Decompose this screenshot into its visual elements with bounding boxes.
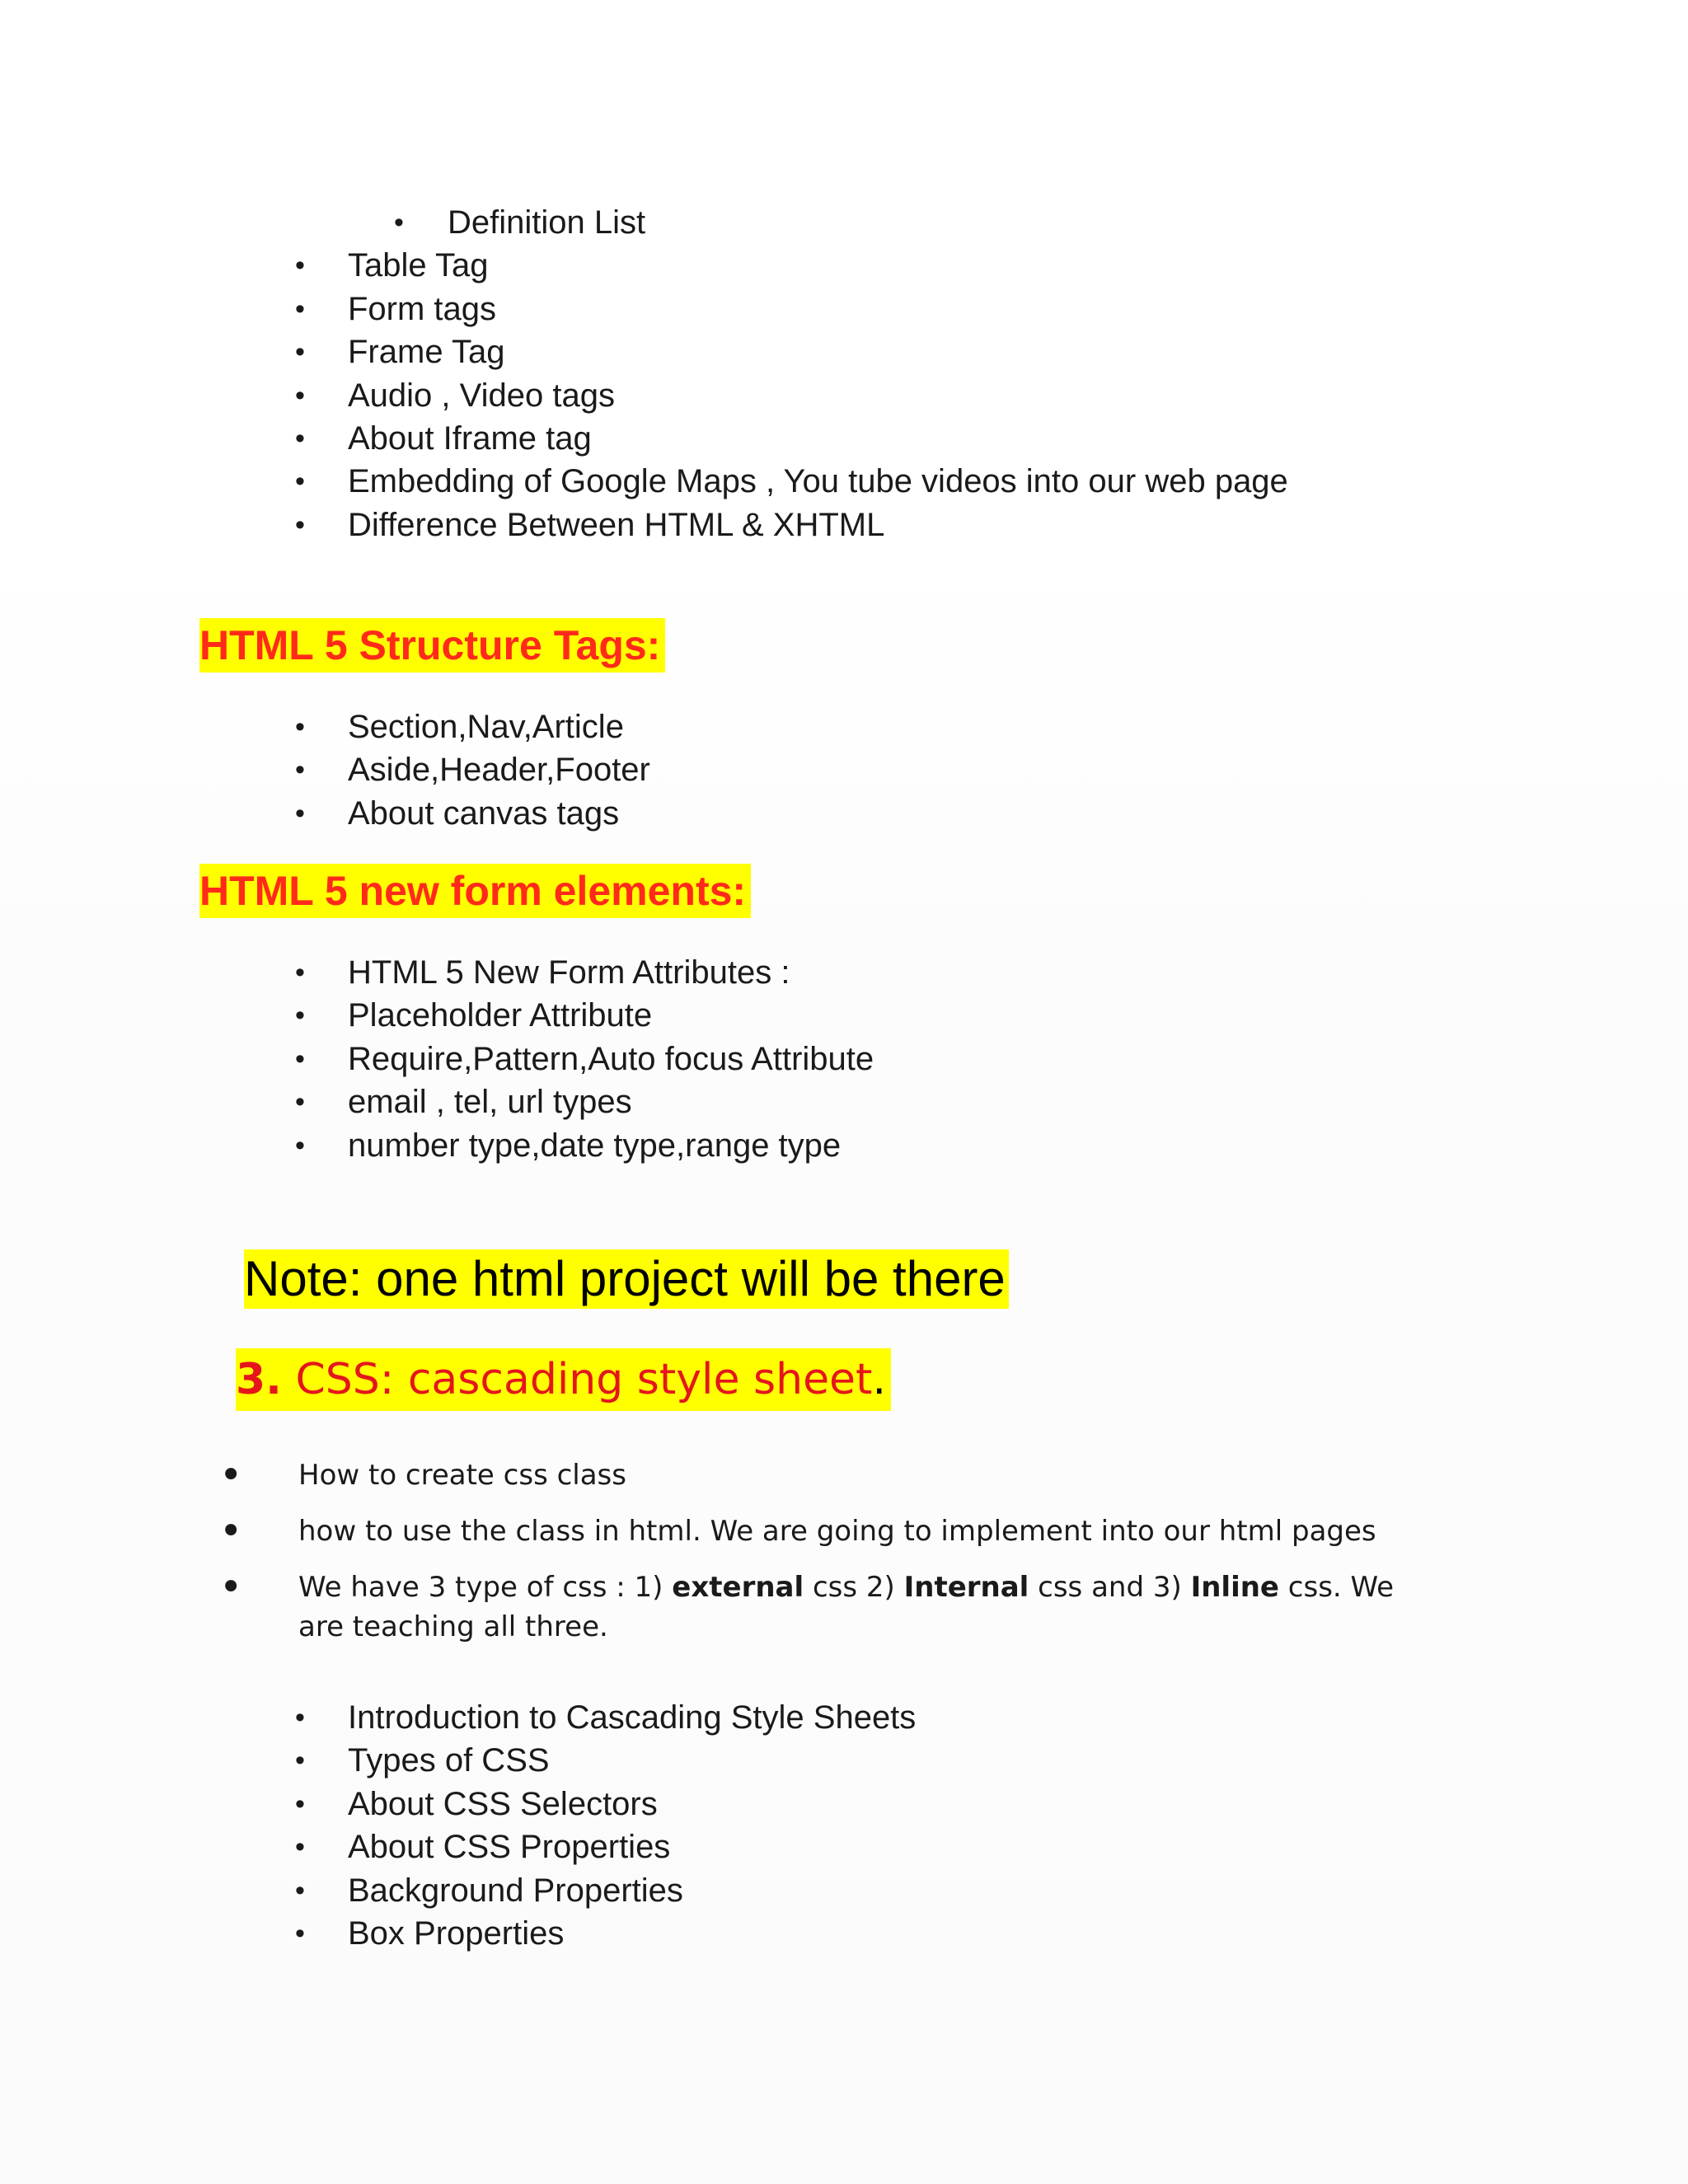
bullet-icon: •: [295, 957, 305, 988]
list-item-text: Require,Pattern,Auto focus Attribute: [348, 1040, 874, 1077]
list-item-text: Form tags: [348, 290, 497, 327]
list-item-text: Embedding of Google Maps , You tube videos into our web page: [348, 463, 1288, 500]
bullet-icon: •: [295, 422, 305, 454]
list-item: [0, 1038, 1688, 1080]
bullet-icon: •: [295, 1745, 305, 1777]
list-item-text: number type,date type,range type: [348, 1127, 842, 1164]
list-item-text: how to use the class in html. We are going to implement into our html pages: [298, 1515, 1376, 1548]
list-item-text: Definition List: [448, 204, 646, 241]
list-item: [219, 1452, 1393, 1498]
css-type-internal: Internal: [903, 1571, 1029, 1604]
css-points-list: [219, 1452, 1395, 1663]
text-run: css. We are teaching all three.: [298, 1571, 1395, 1643]
list-item: [0, 417, 1688, 460]
list-item-text: Aside,Header,Footer: [348, 752, 650, 789]
list-item-text: email , tel, url types: [348, 1084, 632, 1121]
bullet-icon: •: [295, 1043, 305, 1075]
list-item: [0, 374, 1688, 417]
list-item: [0, 504, 1688, 546]
list-item: [0, 1124, 1688, 1167]
list-item: [0, 1739, 1688, 1782]
list-item: [0, 1869, 1688, 1912]
bullet-icon: •: [295, 1086, 305, 1118]
list-item: [0, 460, 1688, 503]
bullet-icon: •: [295, 711, 305, 743]
list-item-text: Introduction to Cascading Style Sheets: [348, 1699, 917, 1736]
list-item-text: Table Tag: [348, 247, 489, 284]
bullet-icon: •: [295, 754, 305, 786]
list-item: [0, 1696, 1688, 1739]
list-item: [0, 705, 1688, 748]
list-item: [0, 201, 1688, 244]
list-item: [219, 1508, 1393, 1554]
list-item-text: Box Properties: [348, 1915, 565, 1952]
list-item-text: Types of CSS: [348, 1742, 550, 1779]
list-item: [0, 1080, 1688, 1123]
bullet-icon: •: [295, 379, 305, 411]
section-title-period: .: [872, 1355, 886, 1404]
bullet-icon: •: [295, 1831, 305, 1863]
list-item-text: Section,Nav,Article: [348, 709, 624, 745]
css-topics-list: [0, 1696, 1688, 1955]
bullet-icon: •: [219, 1452, 243, 1498]
list-item: [0, 792, 1688, 835]
form-elements-list: [0, 951, 1688, 1167]
list-item: [0, 244, 1688, 287]
list-item-text: How to create css class: [298, 1459, 626, 1492]
bullet-icon: •: [295, 797, 305, 829]
list-item-text: Difference Between HTML & XHTML: [348, 506, 885, 543]
css-section-heading: [236, 1348, 891, 1411]
list-item: [0, 1825, 1688, 1868]
topics-list: [0, 201, 1688, 546]
bullet-icon: •: [295, 1702, 305, 1733]
bullet-icon: •: [295, 1000, 305, 1032]
bullet-icon: •: [295, 1917, 305, 1949]
form-elements-heading: HTML 5 new form elements:: [199, 864, 751, 918]
list-item-text: About CSS Selectors: [348, 1785, 658, 1822]
list-item: [0, 951, 1688, 994]
bullet-icon: •: [295, 250, 305, 282]
list-item: [219, 1564, 1395, 1647]
section-title: CSS: cascading style sheet: [295, 1355, 873, 1404]
list-item-text: Audio , Video tags: [348, 377, 615, 414]
section-number: 3.: [236, 1355, 282, 1404]
text-run: We have 3 type of css : 1): [298, 1571, 673, 1604]
text-run: css 2): [804, 1571, 904, 1604]
list-item-text: About CSS Properties: [348, 1829, 671, 1866]
list-item: [0, 1783, 1688, 1825]
bullet-icon: •: [295, 1129, 305, 1161]
bullet-icon: •: [295, 1788, 305, 1820]
list-item: [0, 288, 1688, 330]
list-item-text: HTML 5 New Form Attributes :: [348, 954, 790, 991]
css-type-external: external: [672, 1571, 804, 1604]
list-item-text: Placeholder Attribute: [348, 997, 653, 1034]
structure-tags-list: [0, 705, 1688, 835]
list-item-text: About canvas tags: [348, 794, 620, 832]
list-item: [0, 748, 1688, 791]
project-note: Note: one html project will be there: [244, 1249, 1009, 1309]
list-item-text: Background Properties: [348, 1872, 683, 1909]
list-item: [0, 1912, 1688, 1955]
bullet-icon: •: [295, 509, 305, 541]
bullet-icon: •: [219, 1508, 243, 1554]
list-item-text: About Iframe tag: [348, 419, 592, 457]
bullet-icon: •: [295, 466, 305, 498]
list-item: [0, 994, 1688, 1037]
bullet-icon: •: [219, 1564, 243, 1610]
text-run: css and 3): [1029, 1571, 1191, 1604]
bullet-icon: •: [295, 336, 305, 368]
bullet-icon: •: [394, 207, 404, 238]
bullet-icon: •: [295, 1874, 305, 1906]
bullet-icon: •: [295, 293, 305, 325]
list-item: [0, 330, 1688, 373]
list-item-text: Frame Tag: [348, 334, 505, 371]
structure-tags-heading: HTML 5 Structure Tags:: [199, 618, 665, 673]
list-item-text: [239, 1568, 1395, 1647]
css-type-inline: Inline: [1190, 1571, 1279, 1604]
